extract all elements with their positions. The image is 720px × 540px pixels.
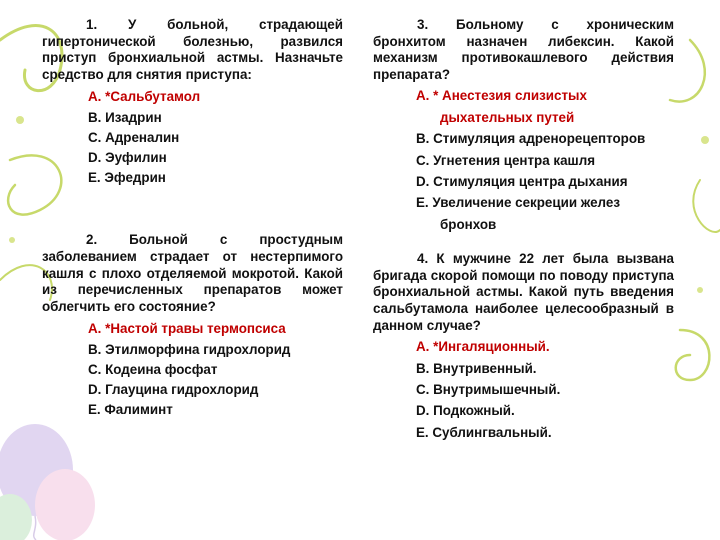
question-4 (373, 251, 674, 443)
question-2-option-b: В. Этилморфина гидрохлорид (88, 341, 291, 357)
question-3-option-e-continued (373, 214, 674, 235)
question-3-option-a: А. * Анестезия слизистых (416, 88, 587, 104)
question-4-option-a: А. *Ингаляционный. (416, 339, 550, 355)
right-column (373, 17, 674, 443)
question-2-option-c: С. Кодеина фосфат (88, 361, 218, 377)
question-2-text: 2. Больной с простудным заболеванием страдает от нестерпимого кашля с плохо отделяемой мокротой. Какой из перечисленных препаратов может облегчить его состояние? (42, 232, 343, 314)
question-3-option-c: С. Угнетения центра кашля (416, 152, 596, 168)
question-1-option-b: В. Изадрин (88, 109, 162, 125)
question-4-option-c: С. Внутримышечный. (416, 382, 561, 397)
question-4-option-b: В. Внутривенный. (416, 360, 537, 376)
question-3-option-b: В. Стимуляция адренорецепторов (416, 131, 646, 147)
question-1-option-a: А. *Сальбутамол (88, 89, 201, 105)
question-1 (42, 17, 343, 188)
question-2-option-e: Е. Фалиминт (88, 402, 173, 418)
question-1-option-c: С. Адреналин (88, 129, 180, 145)
question-4-text: 4. К мужчине 22 лет была вызвана бригада скорой помощи по поводу приступа бронхиальной астмы. Какой путь введения сальбутамола наиболее целесообразный в данном случае? (373, 251, 674, 333)
question-1-text: 1. У больной, страдающей гипертонической болезнью, развился приступ бронхиальной астмы. Назначьте средство для снятия приступа: (42, 17, 343, 82)
question-4-option-e: Е. Сублингвальный. (416, 424, 552, 440)
question-3-option-a-continuation: дыхательных путей (440, 109, 575, 125)
question-1-option-d: D. Эуфилин (88, 149, 167, 165)
question-3-text: 3. Больному с хроническим бронхитом назначен либексин. Какой механизм противокашлевого действия препарата? (373, 17, 674, 82)
question-2-option-d: D. Глауцина гидрохлорид (88, 381, 259, 397)
question-4-option-d: D. Подкожный. (416, 403, 515, 419)
question-3 (373, 17, 674, 235)
decorative-balloons (0, 424, 95, 540)
left-column (42, 17, 343, 420)
question-2-option-a: А. *Настой травы термопсиса (88, 321, 286, 337)
question-3-option-e-continuation: бронхов (440, 216, 497, 232)
question-3-option-d: D. Стимуляция центра дыхания (416, 174, 628, 189)
question-3-option-a-continued (373, 107, 674, 128)
question-1-option-e: Е. Эфедрин (88, 170, 166, 186)
question-3-option-e: Е. Увеличение секреции желез (416, 195, 620, 211)
question-2 (42, 232, 343, 420)
